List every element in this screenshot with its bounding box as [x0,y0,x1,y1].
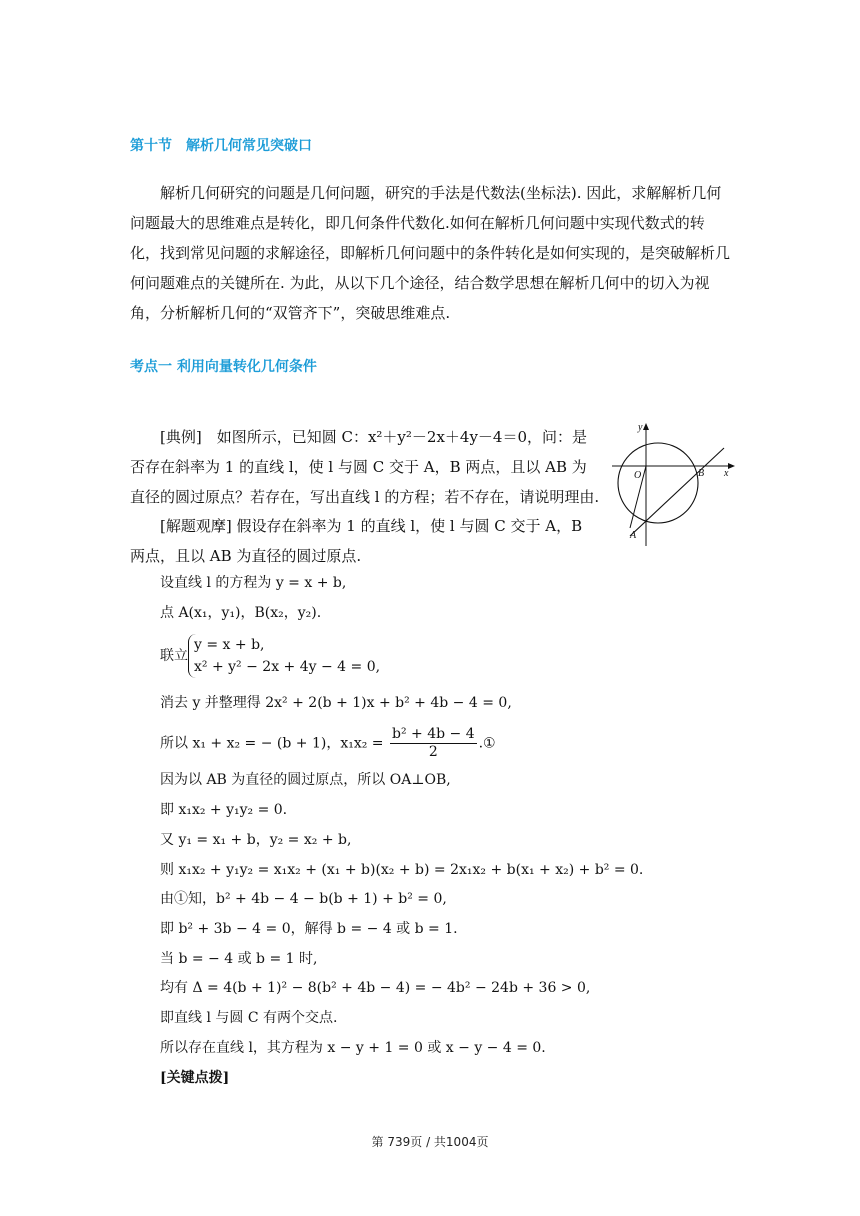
step-from-1: 由①知，b² + 4b − 4 − b(b + 1) + b² = 0, [160,891,447,907]
vieta-suffix: .① [478,735,496,752]
topic-title: 考点一 利用向量转化几何条件 [130,359,317,375]
step-eliminate: 消去 y 并整理得 2x² + 2(b + 1)x + b² + 4b − 4 = 0, [160,695,512,711]
example-problem: [典例] 如图所示，已知圆 C：x²＋y²－2x＋4y－4＝0，问：是否存在斜率为 1 的直线 l，使 l 与圆 C 交于 A，B 两点，且以 AB 为直径的圆过原点？若存在，写出直线 l 的方程；若不存在，请说明理由. [130,428,600,506]
step-two-intersections: 即直线 l 与圆 C 有两个交点. [160,1010,338,1026]
solution-intro [130,511,600,571]
system-eq2: x² + y² − 2x + 4y − 4 = 0, [194,659,381,675]
page-footer: 第 739页 / 共1004页 [371,1135,489,1149]
step-solve-b: 即 b² + 3b − 4 = 0，解得 b = − 4 或 b = 1. [160,921,458,937]
x-label: x [724,468,729,479]
vieta-prefix: 所以 x₁ + x₂ = − (b + 1)，x₁x₂ = [160,735,384,752]
point-a-label: A [630,530,637,541]
intro-paragraph: 解析几何研究的问题是几何问题，研究的手法是代数法(坐标法). 因此，求解解析几何问题最大的思维难点是转化，即几何条件代数化.如何在解析几何问题中实现代数式的转化，找到常见问题的求解途径，即解析几何问题中的条件转化是如何实现的，是突破解析几何问题难点的关键所在. 为此，从以下几个途径，结合数学思想在解析几何中的切入为视角，分析解析几何的“双管齐下”，突破思维难点. [130,184,731,322]
y-axis-arrow-icon [643,423,649,430]
step-points: 点 A(x₁，y₁)，B(x₂，y₂). [160,605,322,621]
fraction-denominator: 2 [428,744,438,760]
line-l [630,448,724,536]
step-line-equation: 设直线 l 的方程为 y = x + b, [160,575,347,591]
step-substitute-y: 又 y₁ = x₁ + b，y₂ = x₂ + b, [160,832,352,848]
circle-figure [608,418,738,550]
step-perpendicular: 因为以 AB 为直径的圆过原点，所以 OA⊥OB, [160,772,451,788]
system-prefix: 联立 [160,648,188,664]
solution-first-text: 假设存在斜率为 1 的直线 l，使 l 与圆 C 交于 A，B 两点，且以 AB 为直径的圆过原点. [130,517,583,565]
x-axis-arrow-icon [728,463,735,469]
step-system [160,634,380,678]
step-when-b: 当 b = − 4 或 b = 1 时, [160,951,318,967]
system-eq1: y = x + b, [194,637,265,653]
point-b-label: B [698,468,705,479]
key-points-label: [关键点拨] [160,1070,230,1086]
step-expand: 则 x₁x₂ + y₁y₂ = x₁x₂ + (x₁ + b)(x₂ + b) = 2x₁x₂ + b(x₁ + x₂) + b² = 0. [160,862,644,878]
equation-system [188,634,380,678]
step-dot-product: 即 x₁x₂ + y₁y₂ = 0. [160,802,288,818]
fraction-numerator: b² + 4b − 4 [391,726,475,742]
origin-label: O [634,470,642,481]
step-conclusion: 所以存在直线 l，其方程为 x − y + 1 = 0 或 x − y − 4 = 0. [160,1040,546,1056]
vieta-fraction [390,726,477,761]
y-label: y [638,422,643,433]
step-vieta [160,726,496,761]
solution-label: [解题观摩] [160,517,232,535]
step-discriminant: 均有 Δ = 4(b + 1)² − 8(b² + 4b − 4) = − 4b² − 24b + 36 > 0, [160,980,591,996]
section-title: 第十节 解析几何常见突破口 [130,138,312,154]
